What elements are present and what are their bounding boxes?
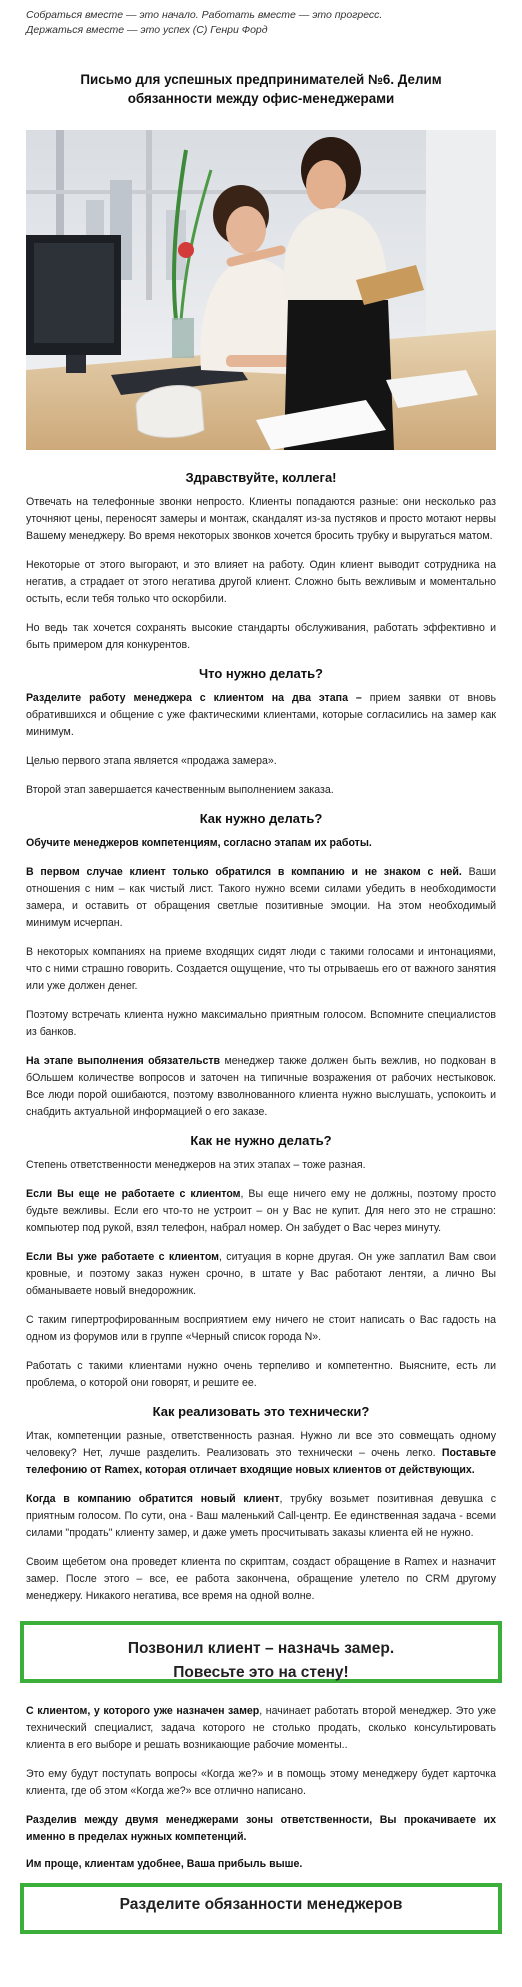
- after-paragraph-1: [26, 1703, 496, 1754]
- after-paragraph-3-bold: Разделив между двумя менеджерами зоны ответственности, Вы прокачиваете их именно в пределах нужных компетенций.: [26, 1814, 496, 1843]
- how-paragraph-5-bold: На этапе выполнения обязательств: [26, 1055, 221, 1067]
- quote-line-1: Собраться вместе — это начало. Работать вместе — это прогресс.: [26, 9, 383, 21]
- tech-paragraph-1-bold: Поставьте телефонию от Ramex, которая отличает входящие новых клиентов от действующих.: [26, 1447, 496, 1476]
- intro-paragraph-2: Некоторые от этого выгорают, и это влияет на работу. Один клиент выводит сотрудника на негатив, а страдает от этого негатива другой клиент. Сложно быть вежливым и моментально остыть, если тебя только что оскорбили.: [26, 559, 496, 605]
- hownot-paragraph-3-rest: , ситуация в корне другая. Он уже заплатил Вам свои кровные, и поэтому заказ нужен срочно, в штате у Вас работают лентяи, а лично Вы обманываете новый внедорожник.: [26, 1251, 496, 1297]
- what-paragraph-1-rest: прием заявки от вновь обратившихся и общение с уже фактическими клиентами, которые согласились на замер как минимум.: [26, 692, 496, 738]
- hownot-paragraph-2-bold: Если Вы еще не работаете с клиентом: [26, 1188, 241, 1200]
- greeting-heading: Здравствуйте, коллега!: [185, 470, 337, 485]
- hownot-paragraph-2: [26, 1186, 496, 1237]
- what-paragraph-2: Целью первого этапа является «продажа замера».: [26, 755, 277, 767]
- after-paragraph-4: [26, 1856, 496, 1873]
- how-paragraph-4: Поэтому встречать клиента нужно максимально приятным голосом. Вспомните специалистов из банков.: [26, 1009, 496, 1038]
- intro-paragraph-1: Отвечать на телефонные звонки непросто. Клиенты попадаются разные: они несколько раз уточняют цены, переносят замеры и монтаж, скандалят из-за пустяков и просто мотают нервы Вашему менеджеру. Во время некоторых звонков хочется бросить трубку и выругаться матом.: [26, 496, 496, 542]
- hownot-paragraph-3: [26, 1249, 496, 1300]
- hownot-paragraph-1: Степень ответственности менеджеров на этих этапах – тоже разная.: [26, 1159, 366, 1171]
- what-to-do-heading: Что нужно делать?: [198, 666, 323, 681]
- after-paragraph-1-bold: С клиентом, у которого уже назначен замер: [26, 1705, 260, 1717]
- how-to-do-heading: Как нужно делать?: [199, 811, 323, 826]
- how-paragraph-5: [26, 1053, 496, 1121]
- office-managers-photo: [26, 130, 496, 450]
- tech-paragraph-2-bold: Когда в компанию обратится новый клиент: [26, 1493, 280, 1505]
- quote-line-2: Держаться вместе — это успех (С) Генри Форд: [26, 24, 268, 36]
- after-paragraph-1-rest: , начинает работать второй менеджер. Это уже технический специалист, задача которого не столько продать, сколько консультировать клиента в его выборе и решать возникающие рабочие моменты..: [26, 1705, 496, 1751]
- after-paragraph-2: Это ему будут поступать вопросы «Когда же?» и в помощь этому менеджеру будет карточка клиента, где об этом «Когда же?» все отлично написано.: [26, 1768, 496, 1797]
- letter-title: Письмо для успешных предпринимателей №6. Делим обязанности между офис-менеджерами: [80, 72, 442, 106]
- after-paragraph-3: [26, 1812, 496, 1846]
- hownot-paragraph-2-rest: , Вы еще ничего ему не должны, поэтому просто будьте вежливы. Если его что-то не устроит – он у Вас не купит. Для него это не страшно: компьютер под рукой, взял телефон, набрал номер. Он забудет о Вас через минуту.: [26, 1188, 497, 1234]
- hownot-paragraph-5: Работать с такими клиентами нужно очень терпеливо и компетентно. Выясните, есть ли проблема, о которой они говорят, и решите ее.: [26, 1360, 496, 1389]
- letter-body: [0, 470, 522, 1605]
- how-paragraph-5-rest: менеджер также должен быть вежлив, но подкован в бОльшем количестве вопросов и заточен на типичные возражения от рабочих нестыковок. Все люди порой ошибаются, поэтому взволнованного клиента нужно выслушать, успокоить и снабдить актуальной информацией о его заказе.: [26, 1055, 496, 1118]
- hownot-paragraph-4: С таким гипертрофированным восприятием ему ничего не стоит написать о Вас гадость на одном из форумов или в группе «Черный список города N».: [26, 1314, 496, 1343]
- what-paragraph-1: [26, 690, 496, 741]
- how-paragraph-1: [26, 835, 496, 852]
- tech-paragraph-2: [26, 1491, 496, 1542]
- callout-banner-divide: Разделите обязанности менеджеров: [20, 1883, 502, 1934]
- hownot-paragraph-3-bold: Если Вы уже работаете с клиентом: [26, 1251, 219, 1263]
- how-paragraph-3: В некоторых компаниях на приеме входящих сидят люди с такими голосами и интонациями, что с ними страшно говорить. Создается ощущение, что ты отрываешь его от важного занятия или уже должен денег.: [26, 946, 496, 992]
- how-paragraph-2-rest: Ваши отношения с ним – как чистый лист. Такого нужно всеми силами убедить в необходимости замера, и оставить от обращения светлые позитивные эмоции. На этом необходимый минимум исчерпан.: [26, 866, 496, 929]
- tech-paragraph-2-rest: , трубку возьмет позитивная девушка с приятным голосом. По сути, она - Ваш маленький Call-центр. Ее единственная задача - всеми силами "продать" клиенту замер, и даже уметь просчитывать заказы клиента ей не нужно.: [26, 1493, 496, 1539]
- tech-paragraph-3: Своим щебетом она проведет клиента по скриптам, создаст обращение в Ramex и назначит замер. После этого – все, ее работа закончена, обращение улетело по CRM другому менеджеру. Никакого негатива, все время на одной волне.: [26, 1556, 496, 1602]
- epigraph-quote: [0, 8, 522, 38]
- how-not-heading: Как не нужно делать?: [190, 1133, 332, 1148]
- banner-line-2: Повесьте это на стену!: [173, 1664, 349, 1681]
- what-paragraph-3: Второй этап завершается качественным выполнением заказа.: [26, 784, 334, 796]
- callout-banner-measure: [20, 1621, 502, 1683]
- after-paragraph-4-bold: Им проще, клиентам удобнее, Ваша прибыль выше.: [26, 1858, 303, 1870]
- how-paragraph-2: [26, 864, 496, 932]
- letter-body-end: [0, 1703, 522, 1873]
- tech-heading: Как реализовать это технически?: [152, 1404, 370, 1419]
- tech-paragraph-1: [26, 1428, 496, 1479]
- tech-paragraph-1-start: Итак, компетенции разные, ответственность разная. Нужно ли все это совмещать одному человеку? Нет, лучше разделить. Реализовать это технически – очень легко.: [26, 1430, 496, 1459]
- what-paragraph-1-bold: Разделите работу менеджера с клиентом на два этапа –: [26, 692, 362, 704]
- how-paragraph-2-bold: В первом случае клиент только обратился в компанию и не знаком с ней.: [26, 866, 462, 878]
- how-paragraph-1-bold: Обучите менеджеров компетенциям, согласно этапам их работы.: [26, 837, 372, 849]
- banner-line-1: Позвонил клиент – назначь замер.: [127, 1640, 395, 1657]
- intro-paragraph-3: Но ведь так хочется сохранять высокие стандарты обслуживания, работать эффективно и быть примером для конкурентов.: [26, 622, 496, 651]
